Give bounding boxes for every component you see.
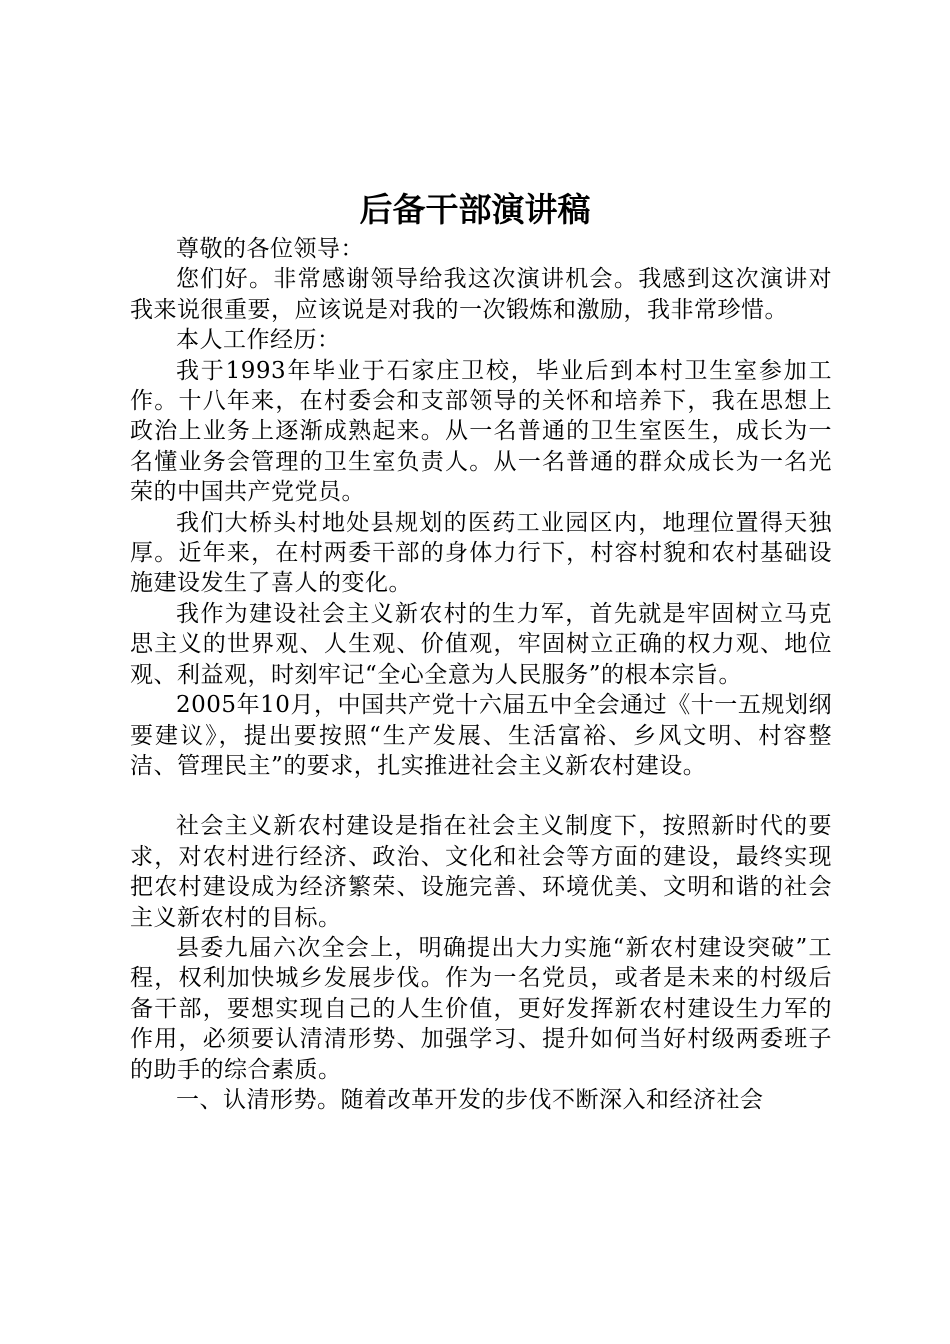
paragraph-section-one: 一、认清形势。随着改革开发的步伐不断深入和经济社会 xyxy=(176,1086,764,1113)
paragraph-work-history-heading: 本人工作经历： xyxy=(176,327,341,354)
paragraph-village: 我们大桥头村地处县规划的医药工业园区内，地理位置得天独厚。近年来，在村两委干部的身体力行下，村容村貌和农村基础设施建设发生了喜人的变化。 xyxy=(130,509,832,597)
paragraph-work-history: 我于1993年毕业于石家庄卫校，毕业后到本村卫生室参加工作。十八年来，在村委会和支部领导的关怀和培养下，我在思想上政治上业务上逐渐成熟起来。从一名普通的卫生室医生，成长为一名懂业务会管理的卫生室负责人。从一名普通的群众成长为一名光荣的中国共产党党员。 xyxy=(130,357,832,506)
document-body xyxy=(130,234,832,1115)
paragraph-county-plenum: 县委九届六次全会上，明确提出大力实施“新农村建设突破”工程，权利加快城乡发展步伐。作为一名党员，或者是未来的村级后备干部，要想实现自己的人生价值，更好发挥新农村建设生力军的作用，必须要认清清形势、加强学习、提升如何当好村级两委班子的助手的综合素质。 xyxy=(130,934,832,1083)
paragraph-greeting: 您们好。非常感谢领导给我这次演讲机会。我感到这次演讲对我来说很重要，应该说是对我的一次锻炼和激励，我非常珍惜。 xyxy=(130,266,832,323)
paragraph-2005: 2005年10月，中国共产党十六届五中全会通过《十一五规划纲要建议》，提出要按照“生产发展、生活富裕、乡风文明、村容整洁、管理民主”的要求，扎实推进社会主义新农村建设。 xyxy=(130,692,832,779)
paragraph-commitment: 我作为建设社会主义新农村的生力军，首先就是牢固树立马克思主义的世界观、人生观、价值观，牢固树立正确的权力观、地位观、利益观，时刻牢记“全心全意为人民服务”的根本宗旨。 xyxy=(130,600,832,688)
paragraph-new-countryside: 社会主义新农村建设是指在社会主义制度下，按照新时代的要求，对农村进行经济、政治、文化和社会等方面的建设，最终实现把农村建设成为经济繁荣、设施完善、环境优美、文明和谐的社会主义新农村的目标。 xyxy=(130,813,832,931)
paragraph-salutation: 尊敬的各位领导： xyxy=(176,236,364,262)
document-title: 后备干部演讲稿 xyxy=(359,190,591,229)
paragraph-gap xyxy=(130,781,832,811)
